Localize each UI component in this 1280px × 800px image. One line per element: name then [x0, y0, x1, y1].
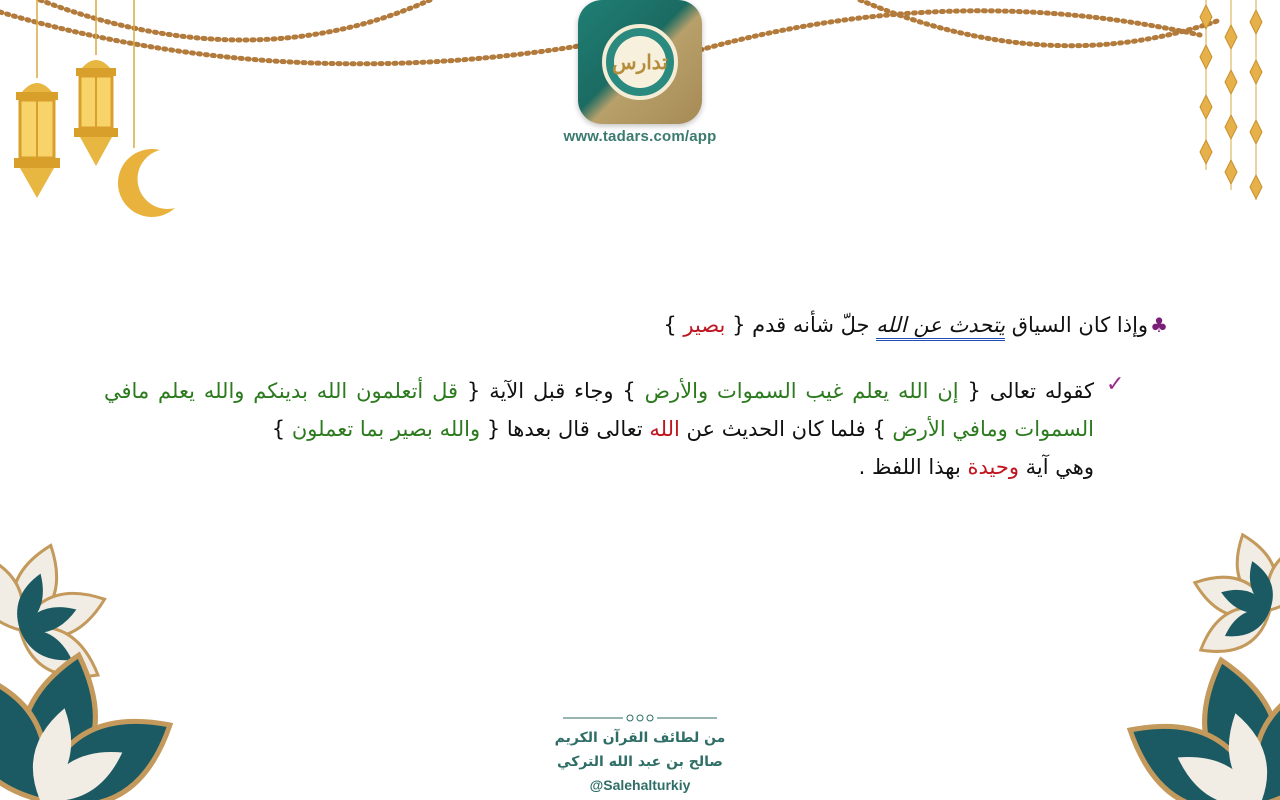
brace-open-1: { [958, 379, 981, 403]
signature-handle: @Salehalturkiy [589, 777, 691, 793]
para-text-4: تعالى قال بعدها [500, 417, 650, 441]
tadars-logo [578, 0, 702, 124]
ornamental-divider [563, 714, 717, 722]
lantern-icon-2 [74, 0, 118, 166]
brace-open-2: { [458, 379, 481, 403]
para-text-5: وهي آية [1018, 455, 1094, 479]
word-allah: الله [649, 417, 680, 441]
verse-3: والله بصير بما تعملون [291, 417, 481, 441]
verse-1: إن الله يعلم غيب السموات والأرض [644, 379, 959, 403]
bead-garland-left-2 [40, 0, 430, 40]
brace-close-2: } [872, 417, 893, 441]
floral-ornament-left-icon [0, 520, 230, 800]
intro-highlight: يتحدث عن الله [876, 313, 1005, 341]
word-unique: وحيدة [967, 455, 1019, 479]
check-bullet [1106, 372, 1124, 397]
signature-author: صالح بن عبد الله التركي [557, 754, 723, 770]
logo-ring [602, 24, 678, 100]
brace-open: { [725, 313, 746, 337]
intro-text-1: وإذا كان السياق [1005, 313, 1149, 337]
brace-open-3: { [480, 417, 501, 441]
brace-close: } [663, 313, 684, 337]
para-text-2: وجاء قبل الآية [480, 379, 623, 403]
lantern-icon [14, 0, 60, 198]
para-text-6: بهذا اللفظ . [858, 455, 968, 479]
brace-close-3: } [271, 417, 292, 441]
intro-text-2: جلّ شأنه قدم [745, 313, 877, 337]
check-icon: ✓ [1106, 372, 1125, 397]
intro-line [168, 307, 1168, 343]
logo-url: www.tadars.com/app [563, 128, 717, 145]
floral-ornament-right-icon [1090, 520, 1280, 800]
verse-2: قل أتعلمون الله بدينكم والله يعلم مافي السموات ومافي الأرض [104, 379, 1094, 441]
logo-mark: تدارس [614, 36, 666, 88]
signature-title: من لطائف القرآن الكريم [554, 730, 726, 746]
club-suit-icon: ♣ [1150, 313, 1168, 337]
para-text-3: فلما كان الحديث عن [679, 417, 873, 441]
hanging-diamonds-icon [1200, 0, 1262, 200]
para-text-1: كقوله تعالى [980, 379, 1094, 403]
bead-garland-right-2 [860, 0, 1220, 46]
brace-close-1: } [622, 379, 645, 403]
example-paragraph [104, 372, 1094, 486]
intro-word-basir: بصير [683, 313, 726, 337]
